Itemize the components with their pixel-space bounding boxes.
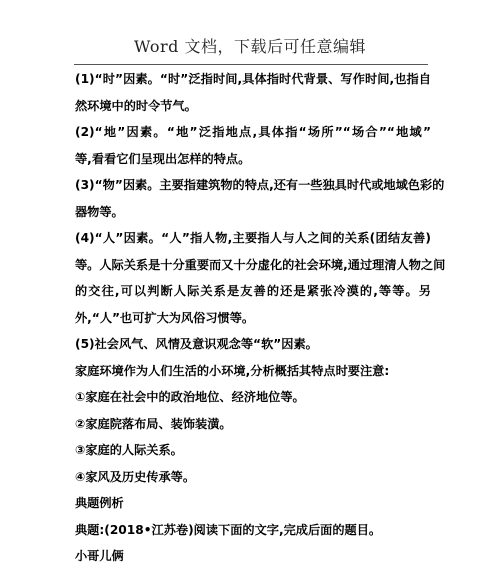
paragraph-line: 的交往,可以判断人际关系是友善的还是紧张冷漠的,等等。另 [75, 284, 431, 298]
passage-title: 小哥儿俩 [75, 549, 124, 563]
paragraph-line: (2)“地”因素。“地”泛指地点,具体指“场所”“场合”“地域” [75, 125, 431, 139]
paragraph-line: (5)社会风气、风情及意识观念等“软”因素。 [75, 337, 318, 351]
example-prompt: 典题:(2018•江苏卷)阅读下面的文字,完成后面的题目。 [75, 522, 382, 537]
paragraph-line: 器物等。 [75, 204, 124, 219]
paragraph-line: (4)“人”因素。“人”指人物,主要指人与人之间的关系(团结友善) [75, 231, 431, 245]
paragraph-line: 外,“人”也可扩大为风俗习惯等。 [75, 310, 255, 325]
page-header-title: Word 文档，下载后可任意编辑 [134, 37, 366, 56]
paragraph-line: 家庭环境作为人们生活的小环境,分析概括其特点时要注意: [75, 363, 390, 378]
list-item: ③家庭的人际关系。 [75, 443, 183, 457]
section-heading: 典题例析 [75, 496, 124, 510]
paragraph-line: (1)“时”因素。“时”泛指时间,具体指时代背景、写作时间,也指自 [75, 72, 431, 86]
list-item: ④家风及历史传承等。 [75, 469, 196, 484]
list-item: ①家庭在社会中的政治地位、经济地位等。 [75, 390, 305, 404]
header-divider [74, 64, 428, 65]
list-item: ②家庭院落布局、装饰装潢。 [75, 416, 232, 431]
document-body [75, 66, 446, 570]
paragraph-line: 等,看看它们呈现出怎样的特点。 [75, 151, 251, 166]
paragraph-line: 然环境中的时令节气。 [75, 98, 197, 113]
paragraph-line: 等。人际关系是十分重要而又十分虚化的社会环境,通过理清人物之间 [75, 257, 446, 272]
paragraph-line: (3)“物”因素。主要指建筑物的特点,还有一些独具时代或地域色彩的 [75, 178, 445, 192]
